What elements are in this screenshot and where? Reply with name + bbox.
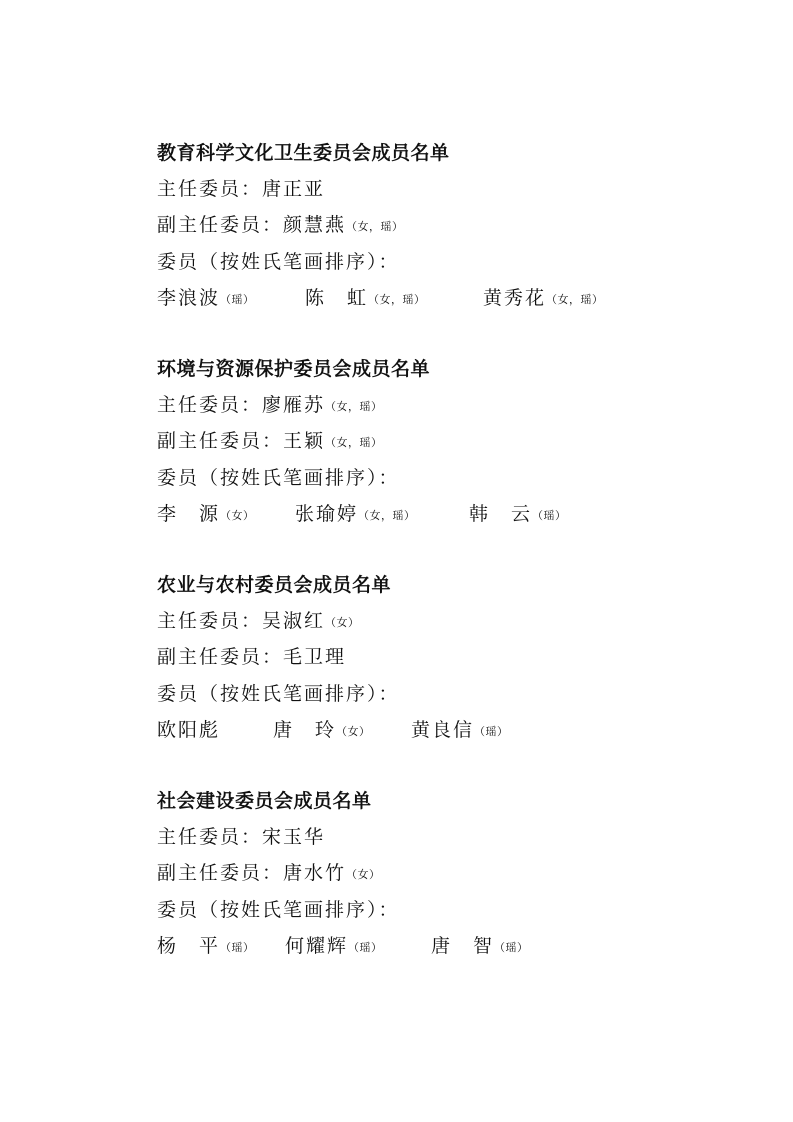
- member-item: [285, 934, 383, 960]
- member-name: 何耀辉: [285, 935, 349, 957]
- vice-chair-name: 唐水竹: [283, 862, 347, 884]
- chair-name: 唐正亚: [262, 178, 326, 200]
- vice-chair-note: （女，瑶）: [346, 220, 404, 233]
- members-label: 委员（按姓氏笔画排序）：: [157, 251, 400, 273]
- chair-note: （女）: [325, 616, 360, 629]
- member-note: （女，瑶）: [368, 293, 426, 306]
- members-label: 委员（按姓氏笔画排序）：: [157, 683, 400, 705]
- chair-name: 宋玉华: [262, 826, 326, 848]
- member-note: （女）: [220, 509, 255, 522]
- member-name: 唐 智: [431, 935, 495, 957]
- vice-chair-note: （女）: [346, 868, 381, 881]
- vice-chair-line: [157, 861, 381, 887]
- member-note: （瑶）: [474, 725, 509, 738]
- vice-chair-label: 副主任委员：: [157, 862, 284, 884]
- chair-name: 吴淑红: [262, 610, 326, 632]
- member-note: （瑶）: [348, 941, 383, 954]
- vice-chair-label: 副主任委员：: [157, 214, 284, 236]
- member-note: （女，瑶）: [358, 509, 416, 522]
- vice-chair-label: 副主任委员：: [157, 646, 284, 668]
- vice-chair-name: 颜慧燕: [283, 214, 347, 236]
- vice-chair-note: （女，瑶）: [325, 436, 383, 449]
- member-name: 李浪波: [157, 287, 221, 309]
- section-title: 教育科学文化卫生委员会成员名单: [157, 142, 450, 164]
- chair-label: 主任委员：: [157, 394, 263, 416]
- section-title: 社会建设委员会成员名单: [157, 790, 372, 812]
- chair-name: 廖雁苏: [262, 394, 326, 416]
- member-name: 杨 平: [157, 935, 221, 957]
- member-item: [157, 502, 255, 528]
- member-item: [431, 934, 529, 960]
- vice-chair-name: 毛卫理: [283, 646, 347, 668]
- member-item: [157, 718, 220, 744]
- chair-line: [157, 177, 325, 203]
- member-name: 黄良信: [411, 719, 475, 741]
- section-title: 环境与资源保护委员会成员名单: [157, 358, 431, 380]
- member-note: （瑶）: [494, 941, 529, 954]
- member-item: [483, 286, 604, 312]
- member-note: （瑶）: [220, 293, 255, 306]
- member-item: [411, 718, 509, 744]
- member-name: 唐 玲: [273, 719, 337, 741]
- member-name: 陈 虹: [305, 287, 369, 309]
- member-item: [295, 502, 416, 528]
- section-title: 农业与农村委员会成员名单: [157, 574, 392, 596]
- members-label: 委员（按姓氏笔画排序）：: [157, 899, 400, 921]
- vice-chair-line: [157, 213, 404, 239]
- chair-label: 主任委员：: [157, 610, 263, 632]
- member-name: 黄秀花: [483, 287, 547, 309]
- member-item: [469, 502, 567, 528]
- vice-chair-name: 王颖: [283, 430, 326, 452]
- chair-line: [157, 609, 360, 635]
- members-label: 委员（按姓氏笔画排序）：: [157, 467, 400, 489]
- member-note: （女）: [336, 725, 371, 738]
- chair-label: 主任委员：: [157, 178, 263, 200]
- member-note: （瑶）: [532, 509, 567, 522]
- member-item: [273, 718, 371, 744]
- chair-line: [157, 825, 325, 851]
- member-item: [305, 286, 426, 312]
- member-item: [157, 286, 255, 312]
- member-name: 李 源: [157, 503, 221, 525]
- member-item: [157, 934, 255, 960]
- chair-line: [157, 393, 383, 419]
- vice-chair-line: [157, 429, 383, 455]
- member-note: （女，瑶）: [546, 293, 604, 306]
- member-name: 欧阳彪: [157, 719, 221, 741]
- vice-chair-line: [157, 645, 346, 671]
- member-name: 张瑜婷: [295, 503, 359, 525]
- chair-note: （女，瑶）: [325, 400, 383, 413]
- vice-chair-label: 副主任委员：: [157, 430, 284, 452]
- chair-label: 主任委员：: [157, 826, 263, 848]
- member-name: 韩 云: [469, 503, 533, 525]
- member-note: （瑶）: [220, 941, 255, 954]
